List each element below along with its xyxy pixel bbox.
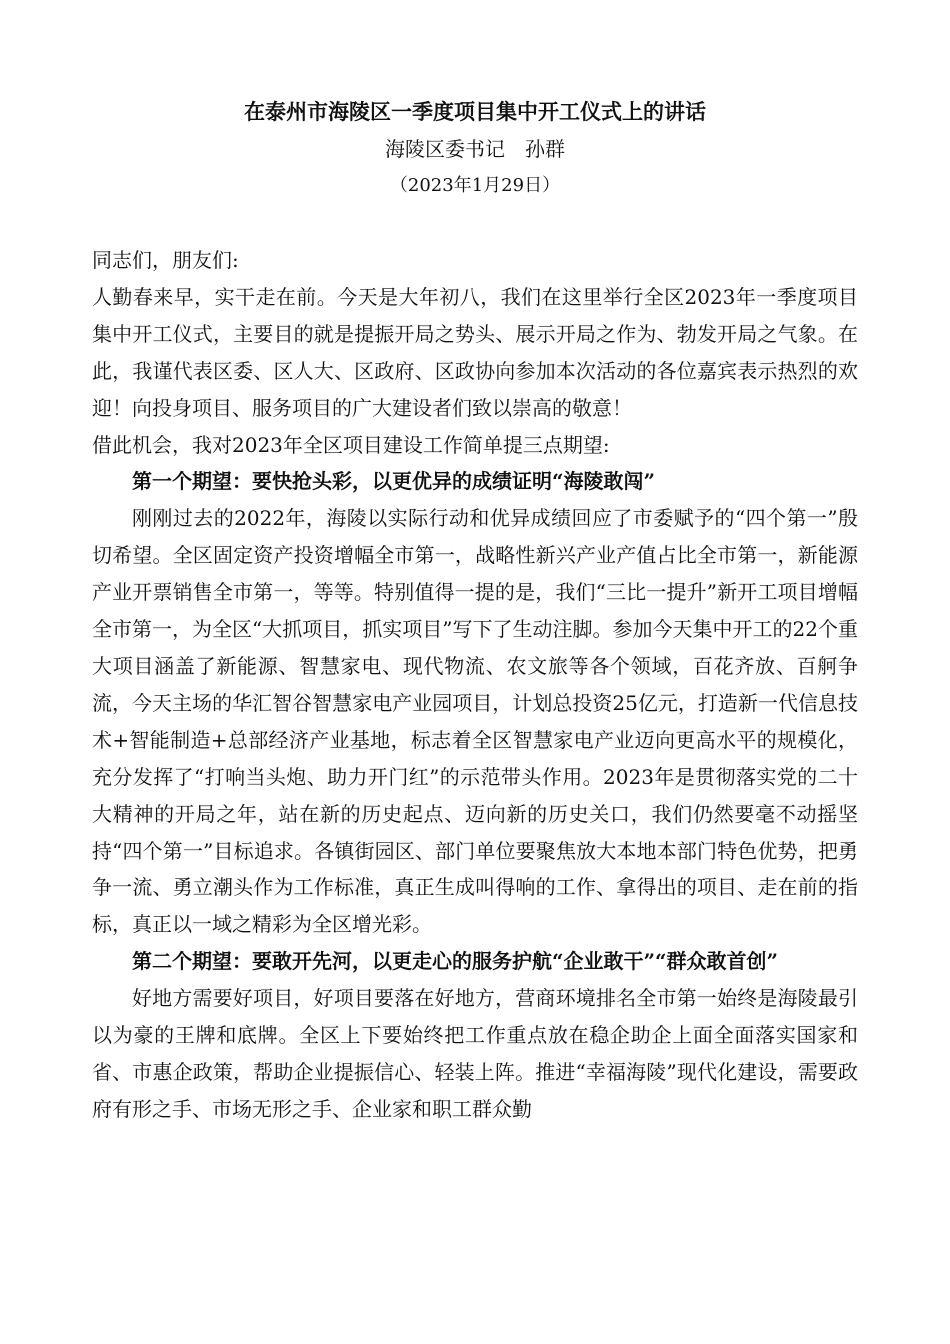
salutation: 同志们，朋友们:	[92, 248, 239, 272]
section2-heading: 第二个期望：要敢开先河，以更走心的服务护航“企业敢干”“群众敢首创”	[132, 949, 779, 974]
document-title: 在泰州市海陵区一季度项目集中开工仪式上的讲话	[244, 99, 706, 124]
document-date: （2023年1月29日）	[389, 175, 561, 196]
section2-body: 好地方需要好项目，好项目要落在好地方，营商环境排名全市第一始终是海陵最引以为豪的王牌和底牌。全区上下要始终把工作重点放在稳企助企上面全面落实国家和省、市惠企政策，帮助企业提振信心、轻装上阵。推进“幸福海陵”现代化建设，需要政府有形之手、市场无形之手、企业家和职工群众勤	[92, 986, 858, 1121]
opening-paragraph: 人勤春来早，实干走在前。今天是大年初八，我们在这里举行全区2023年一季度项目集中开工仪式，主要目的就是提振开局之势头、展示开局之作为、勃发开局之气象。在此，我谨代表区委、区人大、区政府、区政协向参加本次活动的各位嘉宾表示热烈的欢迎！向投身项目、服务项目的广大建设者们致以崇高的敬意！	[92, 284, 858, 420]
intro-paragraph: 借此机会，我对2023年全区项目建设工作简单提三点期望:	[92, 432, 610, 457]
document-body	[92, 242, 858, 1128]
document-author: 海陵区委书记 孙群	[385, 137, 565, 161]
section1-body: 刚刚过去的2022年，海陵以实际行动和优异成绩回应了市委赋予的“四个第一”殷切希望。全区固定资产投资增幅全市第一，战略性新兴产业产值占比全市第一，新能源产业开票销售全市第一，等等。特别值得一提的是，我们“三比一提升”新开工项目增幅全市第一，为全区“大抓项目，抓实项目”写下了生动注脚。参加今天集中开工的22个重大项目涵盖了新能源、智慧家电、现代物流、农文旅等各个领域，百花齐放、百舸争流，今天主场的华汇智谷智慧家电产业园项目，计划总投资25亿元，打造新一代信息技术+智能制造+总部经济产业基地，标志着全区智慧家电产业迈向更高水平的规模化，充分发挥了“打响当头炮、助力开门红”的示范带头作用。2023年是贯彻落实党的二十大精神的开局之年，站在新的历史起点、迈向新的历史关口，我们仍然要毫不动摇坚持“四个第一”目标追求。各镇街园区、部门单位要聚焦放大本地本部门特色优势，把勇争一流、勇立潮头作为工作标准，真正生成叫得响的工作、拿得出的项目、走在前的指标，真正以一域之精彩为全区增光彩。	[92, 506, 858, 937]
section1-heading: 第一个期望：要快抢头彩，以更优异的成绩证明“海陵敢闯”	[132, 469, 656, 494]
